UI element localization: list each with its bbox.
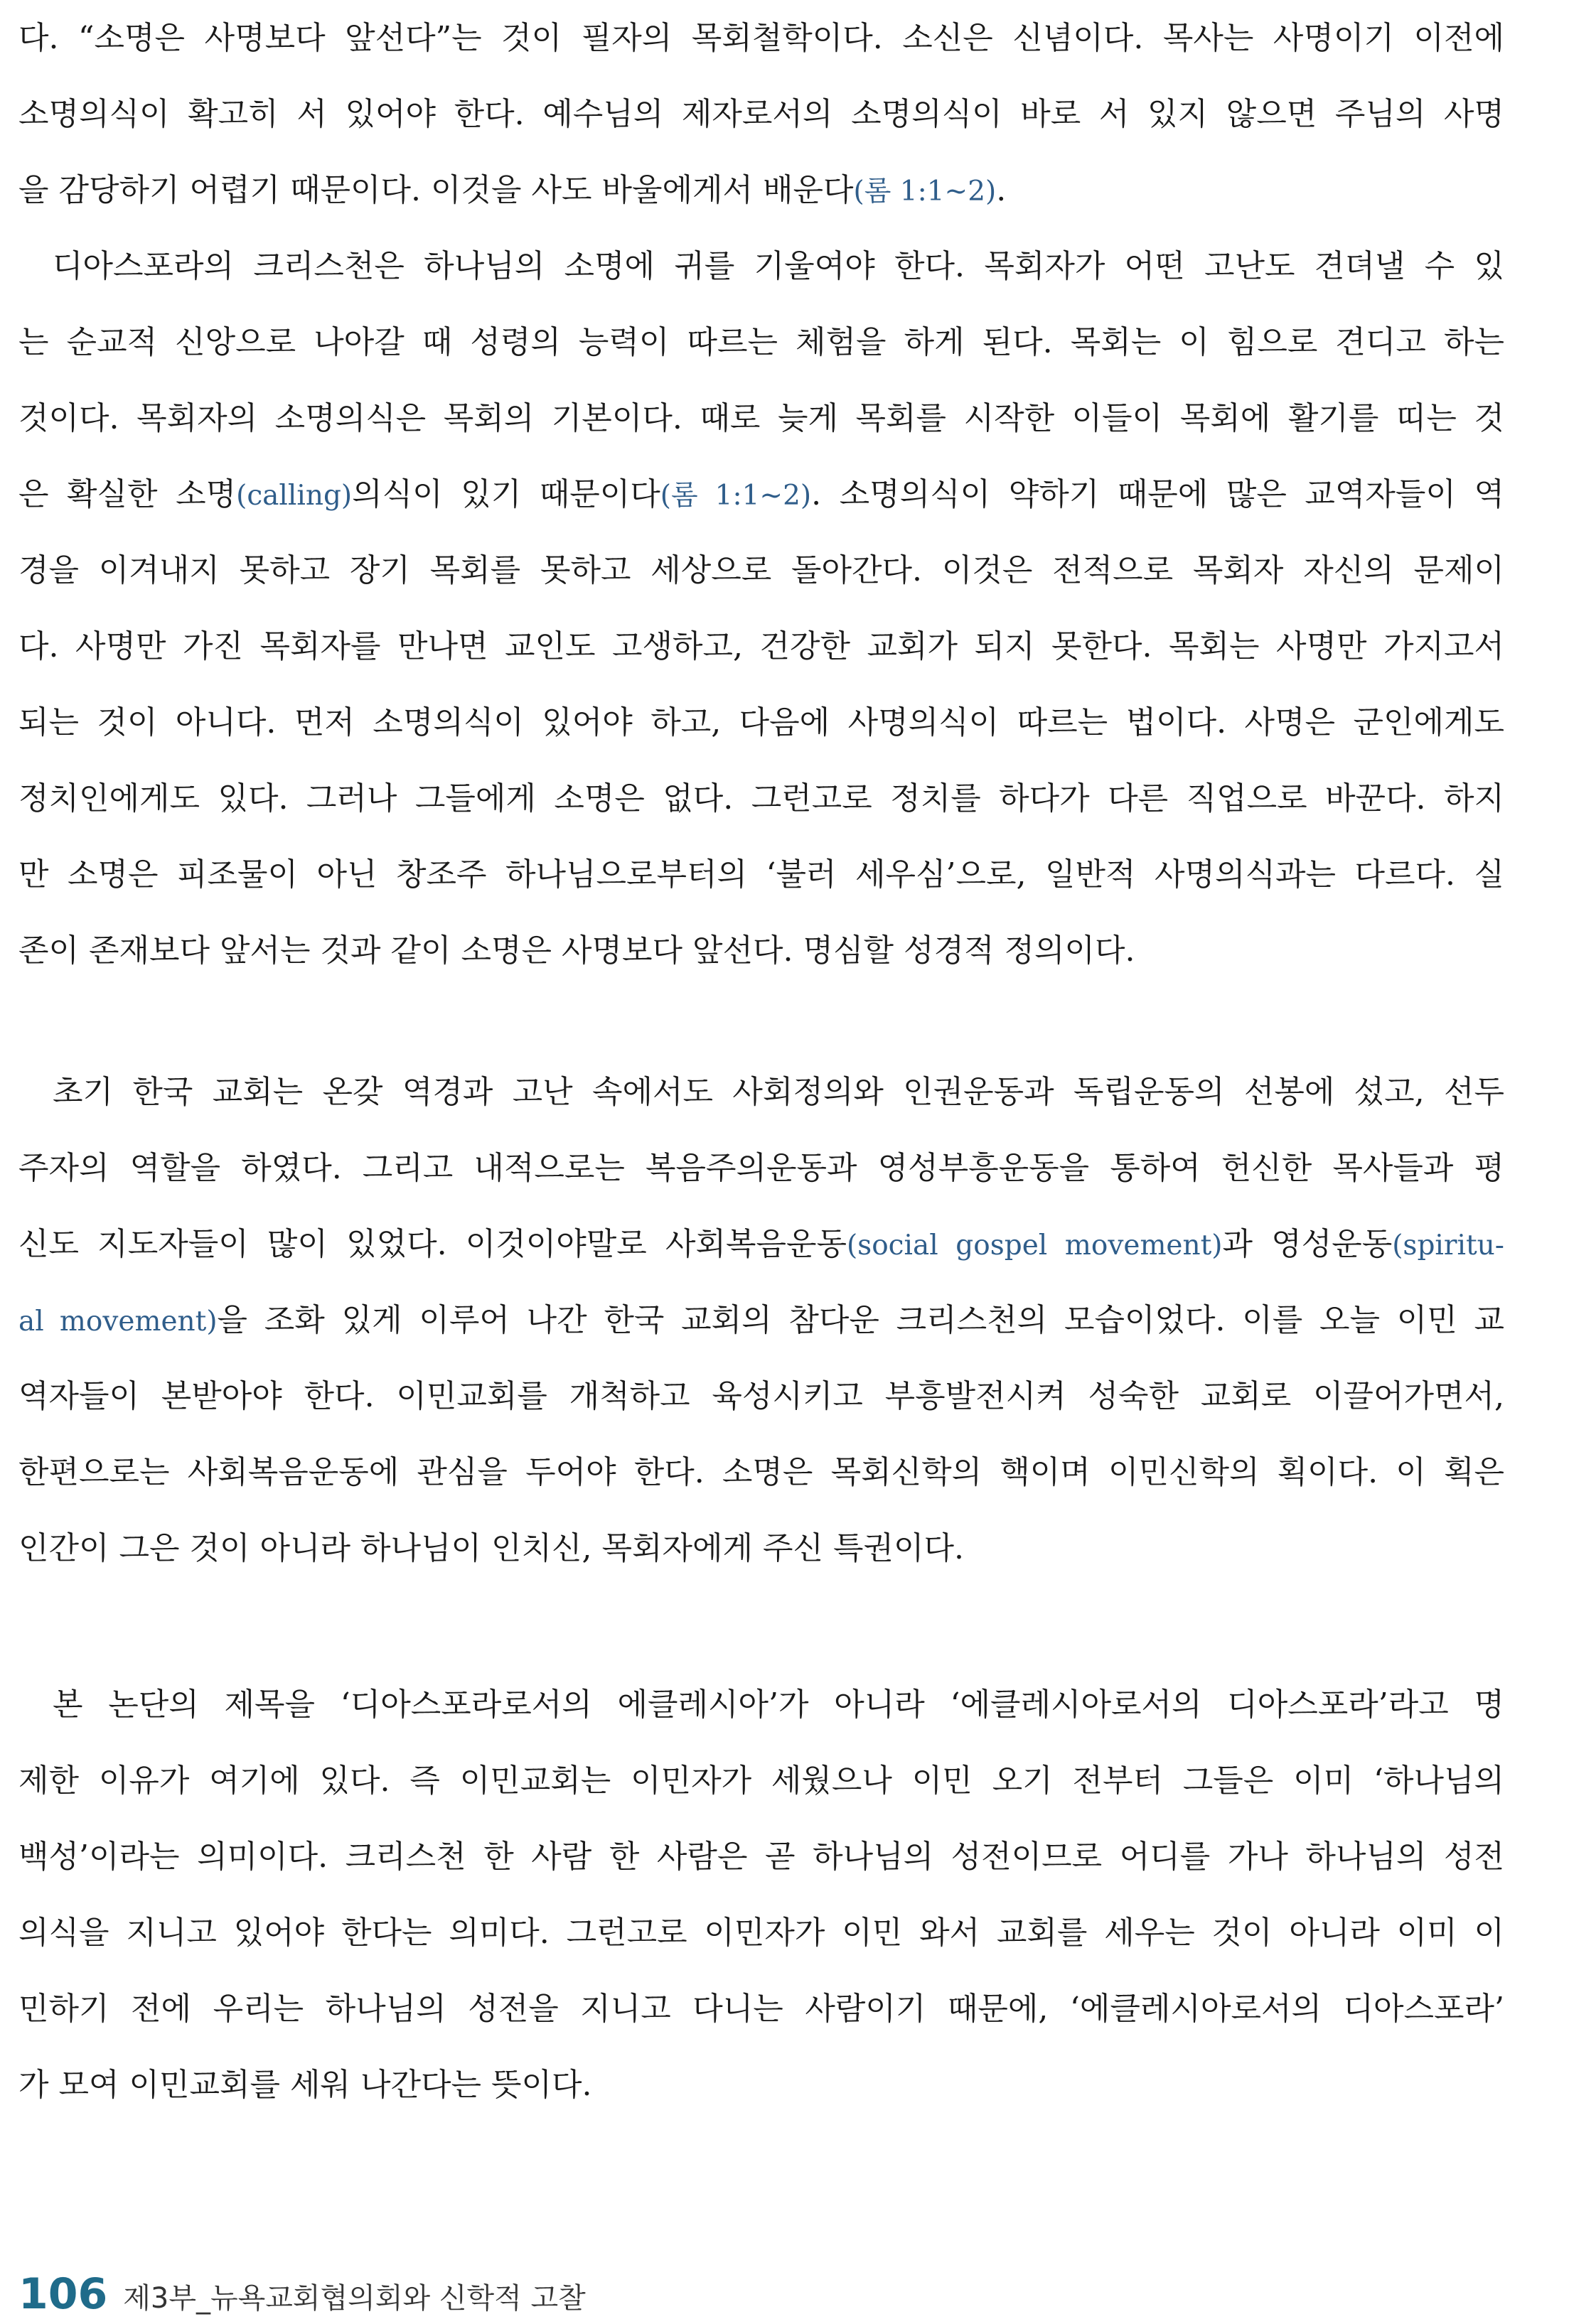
text-line [18, 1819, 1504, 1895]
body-text: 다. “소명은 사명보다 앞선다”는 것이 필자의 목회철학이다. 소신은 신념이다. 목사는 사명이기 이전에 [18, 20, 1504, 56]
paragraph-1 [18, 0, 1504, 989]
body-text: 한편으로는 사회복음운동에 관심을 두어야 한다. 소명은 목회신학의 핵이며 이민신학의 획이다. 이 획은 [18, 1454, 1504, 1490]
citation-text: (spiritu- [1392, 1230, 1504, 1261]
body-text: 주자의 역할을 하였다. 그리고 내적으로는 복음주의운동과 영성부흥운동을 통하여 헌신한 목사들과 평 [18, 1150, 1504, 1186]
body-text: 을 감당하기 어렵기 때문이다. 이것을 사도 바울에게서 배운다 [18, 172, 854, 208]
body-text: 것이다. 목회자의 소명의식은 목회의 기본이다. 때로 늦게 목회를 시작한 이들이 목회에 활기를 띠는 것 [18, 400, 1504, 436]
body-text: 정치인에게도 있다. 그러나 그들에게 소명은 없다. 그런고로 정치를 하다가 다른 직업으로 바꾼다. 하지 [18, 780, 1504, 817]
text-line [18, 456, 1504, 532]
text-line [18, 1510, 1504, 1586]
body-text: 인간이 그은 것이 아니라 하나님이 인치신, 목회자에게 주신 특권이다. [18, 1530, 964, 1566]
body-text: . 소명의식이 약하기 때문에 많은 교역자들이 역 [811, 476, 1504, 512]
body-text: 을 조화 있게 이루어 나간 한국 교회의 참다운 크리스천의 모습이었다. 이를 오늘 이민 교 [217, 1302, 1505, 1338]
text-line [18, 532, 1504, 608]
citation-text: al movement) [18, 1306, 218, 1338]
body-text: 의식을 지니고 있어야 한다는 의미다. 그런고로 이민자가 이민 와서 교회를 세우는 것이 아니라 이미 이 [18, 1915, 1504, 1951]
text-line [18, 1667, 1504, 1743]
body-text: 백성’이라는 의미이다. 크리스천 한 사람 한 사람은 곧 하나님의 성전이므로 어디를 가나 하나님의 성전 [18, 1839, 1504, 1875]
page-number: 106 [18, 2269, 108, 2319]
body-text: 만 소명은 피조물이 아닌 창조주 하나님으로부터의 ‘불러 세우심’으로, 일반적 사명의식과는 다르다. 실 [18, 856, 1504, 893]
paragraph-3 [18, 1667, 1504, 2123]
page-footer [18, 2269, 586, 2323]
body-text: 의식이 있기 때문이다 [352, 476, 660, 512]
body-text: . [996, 172, 1007, 208]
text-line [18, 304, 1504, 380]
citation-text: (롬 1:1~2) [660, 480, 812, 512]
body-text: 디아스포라의 크리스천은 하나님의 소명에 귀를 기울여야 한다. 목회자가 어떤 고난도 견뎌낼 수 있 [53, 248, 1504, 284]
body-text: 는 순교적 신앙으로 나아갈 때 성령의 능력이 따르는 체험을 하게 된다. 목회는 이 힘으로 견디고 하는 [18, 324, 1504, 360]
running-section-title: 제3부_뉴욕교회협의회와 신학적 고찰 [123, 2282, 586, 2315]
text-line [18, 760, 1504, 836]
text-line [18, 836, 1504, 913]
text-line [18, 1282, 1504, 1358]
body-text: 다. 사명만 가진 목회자를 만나면 교인도 고생하고, 건강한 교회가 되지 못한다. 목회는 사명만 가지고서 [18, 628, 1504, 665]
citation-text: (롬 1:1~2) [853, 176, 997, 208]
body-text: 가 모여 이민교회를 세워 나간다는 뜻이다. [18, 2067, 592, 2103]
text-line [18, 1971, 1504, 2047]
body-text: 역자들이 본받아야 한다. 이민교회를 개척하고 육성시키고 부흥발전시켜 성숙한 교회로 이끌어가면서, [18, 1378, 1504, 1414]
body-text: 민하기 전에 우리는 하나님의 성전을 지니고 다니는 사람이기 때문에, ‘에클레시아로서의 디아스포라’ [18, 1991, 1504, 2027]
body-text: 존이 존재보다 앞서는 것과 같이 소명은 사명보다 앞선다. 명심할 성경적 정의이다. [18, 932, 1135, 969]
text-line [18, 608, 1504, 684]
text-line [18, 228, 1504, 304]
text-line [18, 76, 1504, 152]
body-text: 되는 것이 아니다. 먼저 소명의식이 있어야 하고, 다음에 사명의식이 따르는 법이다. 사명은 군인에게도 [18, 704, 1504, 741]
body-text: 제한 이유가 여기에 있다. 즉 이민교회는 이민자가 세웠으나 이민 오기 전부터 그들은 이미 ‘하나님의 [18, 1763, 1504, 1799]
text-line [18, 380, 1504, 456]
text-line [18, 0, 1504, 76]
text-line [18, 1358, 1504, 1434]
text-line [18, 152, 1504, 228]
body-text: 경을 이겨내지 못하고 장기 목회를 못하고 세상으로 돌아간다. 이것은 전적으로 목회자 자신의 문제이 [18, 552, 1504, 588]
paragraph-2 [18, 1054, 1504, 1586]
text-line [18, 684, 1504, 760]
body-text: 과 영성운동 [1222, 1226, 1393, 1262]
body-text: 본 논단의 제목을 ‘디아스포라로서의 에클레시아’가 아니라 ‘에클레시아로서의 디아스포라’라고 명 [53, 1686, 1504, 1723]
text-line [18, 1743, 1504, 1819]
citation-text: (calling) [236, 480, 353, 512]
body-text: 소명의식이 확고히 서 있어야 한다. 예수님의 제자로서의 소명의식이 바로 서 있지 않으면 주님의 사명 [18, 96, 1504, 132]
text-line [18, 913, 1504, 989]
text-line [18, 1054, 1504, 1130]
body-text: 은 확실한 소명 [18, 476, 237, 512]
text-line [18, 2047, 1504, 2123]
text-line [18, 1434, 1504, 1510]
body-text: 신도 지도자들이 많이 있었다. 이것이야말로 사회복음운동 [18, 1226, 847, 1262]
text-line [18, 1206, 1504, 1282]
citation-text: (social gospel movement) [846, 1230, 1223, 1261]
text-line [18, 1130, 1504, 1206]
body-text: 초기 한국 교회는 온갖 역경과 고난 속에서도 사회정의와 인권운동과 독립운동의 선봉에 섰고, 선두 [53, 1074, 1504, 1110]
text-line [18, 1895, 1504, 1971]
